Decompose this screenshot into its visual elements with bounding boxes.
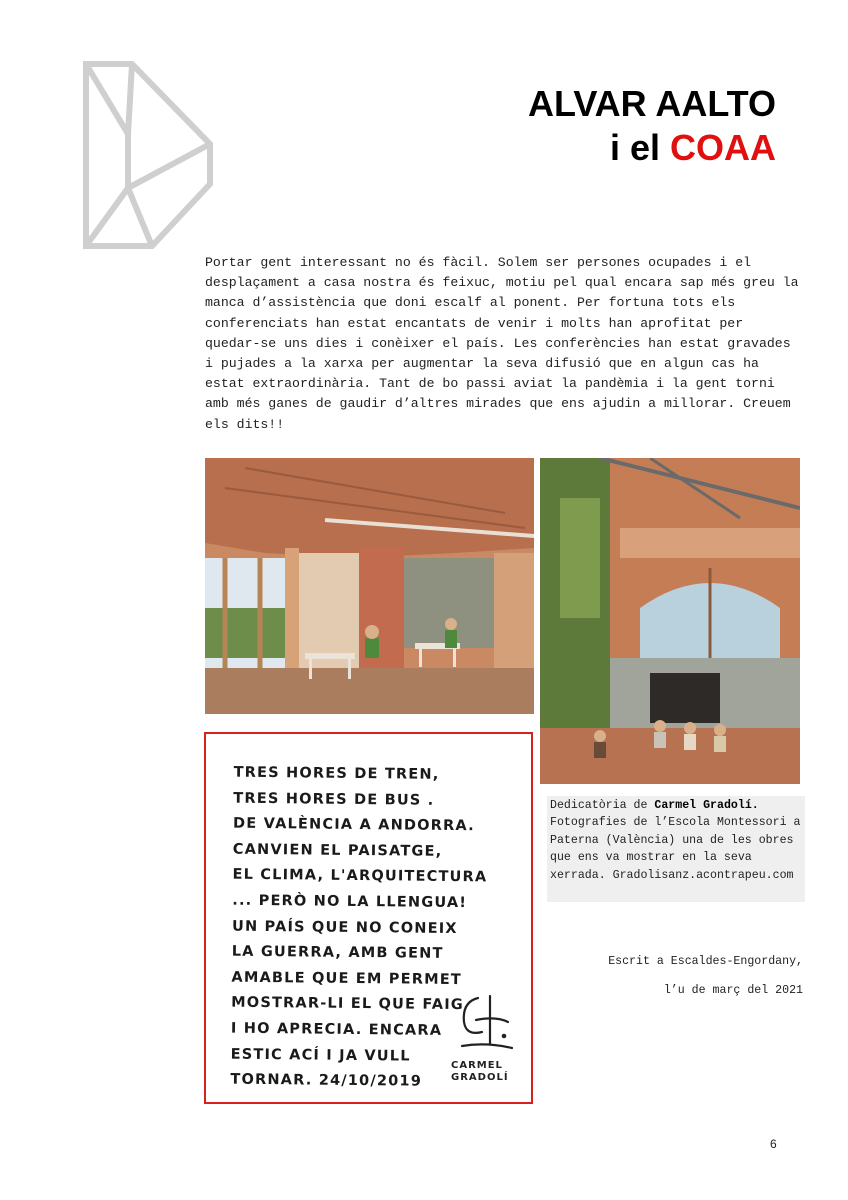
written-date: l’u de març del 2021: [663, 984, 803, 997]
note-line: DE VALÈNCIA A ANDORRA.: [233, 815, 475, 835]
note-line: UN PAÍS QUE NO CONEIX: [231, 918, 458, 937]
note-line: TRES HORES DE BUS .: [233, 790, 435, 809]
note-line: TRES HORES DE TREN,: [233, 764, 440, 783]
note-line: MOSTRAR-LI EL QUE FAIG: [231, 995, 465, 1014]
note-lines: [230, 761, 488, 1096]
signature-name-line-2: GRADOLÍ: [451, 1072, 509, 1083]
coaa-logo-icon: [82, 60, 214, 250]
classroom-photo: [205, 458, 534, 714]
note-line: ESTIC ACÍ I JA VULL: [230, 1046, 411, 1065]
title-line-2: [528, 126, 776, 170]
note-line: I HO APRECIA. ENCARA: [230, 1020, 443, 1039]
written-place: Escrit a Escaldes-Engordany,: [608, 955, 803, 968]
title-accent: COAA: [670, 127, 776, 168]
caption-prefix: Dedicatòria de: [550, 799, 655, 812]
note-line: LA GUERRA, AMB GENT: [231, 943, 444, 963]
page-title: [528, 82, 776, 170]
handwritten-dedication: [204, 732, 533, 1104]
note-line: CANVIEN EL PAISATGE,: [232, 841, 443, 860]
signature-name-line-1: CARMEL: [451, 1060, 503, 1071]
title-line-1: ALVAR AALTO: [528, 83, 776, 124]
page-number: 6: [770, 1137, 777, 1151]
intro-paragraph: Portar gent interessant no és fàcil. Solem ser persones ocupades i el desplaçament a casa nostra és feixuc, motiu pel qual encara sap més greu la manca d’assistència que doni escalf al ponent. Per fortuna tots els conferenciats han estat encantats de venir i molts han aprofitat per quedar-se uns dies i conèixer el país. Les conferències han estat gravades i pujades a la xarxa per augmentar la seva difusió que en algun cas ha estat extraordinària. Tant de bo passi aviat la pandèmia i la gent torni amb més ganes de gaudir d’altres mirades que ens ajudin a millorar. Creuem els dits!!: [205, 255, 799, 432]
note-line: EL CLIMA, L'ARQUITECTURA: [232, 867, 488, 886]
signature-icon: [456, 992, 516, 1058]
note-line: AMABLE QUE EM PERMET: [231, 969, 463, 988]
caption-author: Carmel Gradolí.: [654, 799, 759, 812]
note-line: TORNAR. 24/10/2019: [230, 1071, 423, 1090]
signature-name: [451, 1060, 509, 1084]
photo-caption: [547, 796, 805, 902]
caption-text: Fotografies de l’Escola Montessori a Paterna (València) una de les obres que ens va mostrar en la seva xerrada. Gradolisanz.acontrapeu.com: [550, 816, 801, 882]
title-prefix: i el: [609, 127, 670, 168]
courtyard-photo: [540, 458, 800, 784]
note-line: ... PERÒ NO LA LLENGUA!: [232, 892, 468, 912]
